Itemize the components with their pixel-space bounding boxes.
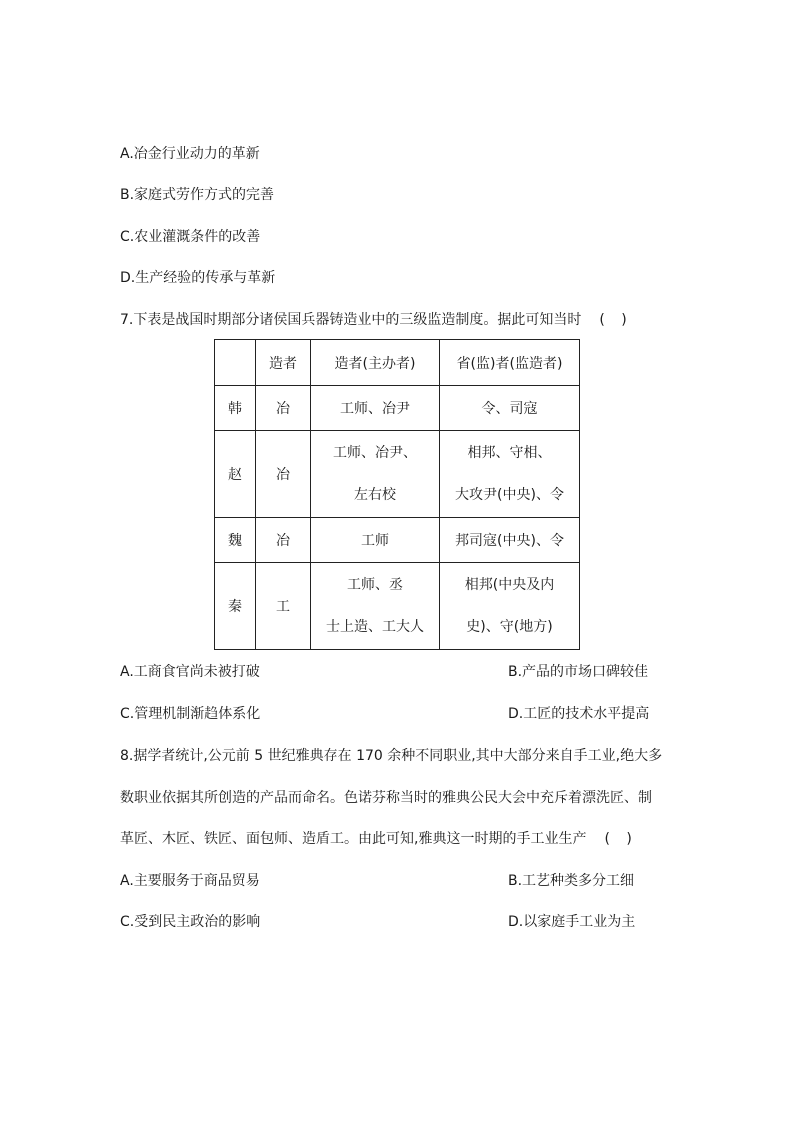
q7-answer-paren: ( ) — [599, 312, 633, 328]
q8-stem-line2: 数职业依据其所创造的产品而命名。色诺芬称当时的雅典公民大会中充斥着漂洗匠、制 — [120, 790, 652, 806]
q8-stem-line1: 8.据学者统计,公元前 5 世纪雅典存在 170 余种不同职业,其中大部分来自手工业,绝大多 — [120, 748, 663, 764]
q7-option-b: B.产品的市场口碑较佳 — [508, 664, 649, 680]
state-cell: 秦 — [215, 563, 256, 650]
q7-stem-text: 7.下表是战国时期部分诸侯国兵器铸造业中的三级监造制度。据此可知当时 — [120, 312, 582, 328]
table-row — [215, 386, 580, 431]
maker-cell: 冶 — [256, 518, 311, 563]
header-supervisor: 省(监)者(监造者) — [440, 340, 580, 386]
sponsor-line: 士上造、工大人 — [326, 619, 424, 635]
q7-option-d: D.工匠的技术水平提高 — [508, 706, 650, 722]
supervisor-cell — [440, 563, 580, 650]
supervisor-line: 史)、守(地方) — [466, 619, 553, 635]
supervisor-cell: 令、司寇 — [440, 386, 580, 431]
q7-option-a: A.工商食官尚未被打破 — [120, 664, 260, 680]
supervisor-cell — [440, 431, 580, 518]
supervisor-line: 相邦、守相、 — [467, 445, 552, 461]
q8-stem-text: 革匠、木匠、铁匠、面包师、造盾工。由此可知,雅典这一时期的手工业生产 — [120, 831, 587, 847]
q8-option-d: D.以家庭手工业为主 — [508, 914, 636, 930]
supervisor-line: 大攻尹(中央)、令 — [455, 487, 564, 503]
q8-option-b: B.工艺种类多分工细 — [508, 873, 635, 889]
table-header-row — [215, 340, 580, 386]
q7-option-c: C.管理机制渐趋体系化 — [120, 706, 261, 722]
sponsor-line: 工师、丞 — [347, 577, 403, 593]
maker-cell: 冶 — [256, 431, 311, 518]
header-sponsor: 造者(主办者) — [311, 340, 440, 386]
q6-option-b: B.家庭式劳作方式的完善 — [120, 187, 275, 203]
sponsor-cell: 工师、冶尹 — [311, 386, 440, 431]
maker-cell: 冶 — [256, 386, 311, 431]
q8-option-c: C.受到民主政治的影响 — [120, 914, 261, 930]
sponsor-line: 工师、冶尹、 — [333, 445, 417, 461]
q6-option-c: C.农业灌溉条件的改善 — [120, 229, 261, 245]
q7-table — [214, 339, 580, 650]
sponsor-cell: 工师 — [311, 518, 440, 563]
sponsor-line: 左右校 — [354, 487, 396, 503]
supervisor-line: 相邦(中央及内 — [464, 577, 555, 593]
table-row — [215, 563, 580, 650]
q8-stem-line3 — [120, 829, 638, 849]
q6-option-a: A.冶金行业动力的革新 — [120, 146, 260, 162]
q8-option-a: A.主要服务于商品贸易 — [120, 873, 260, 889]
table-row — [215, 518, 580, 563]
header-maker: 造者 — [256, 340, 311, 386]
state-cell: 韩 — [215, 386, 256, 431]
supervisor-cell: 邦司寇(中央)、令 — [440, 518, 580, 563]
q7-stem — [120, 310, 633, 330]
sponsor-cell — [311, 431, 440, 518]
header-blank — [215, 340, 256, 386]
sponsor-cell — [311, 563, 440, 650]
maker-cell: 工 — [256, 563, 311, 650]
table-row — [215, 431, 580, 518]
q6-option-d: D.生产经验的传承与革新 — [120, 270, 276, 286]
q8-answer-paren: ( ) — [604, 831, 638, 847]
state-cell: 赵 — [215, 431, 256, 518]
state-cell: 魏 — [215, 518, 256, 563]
